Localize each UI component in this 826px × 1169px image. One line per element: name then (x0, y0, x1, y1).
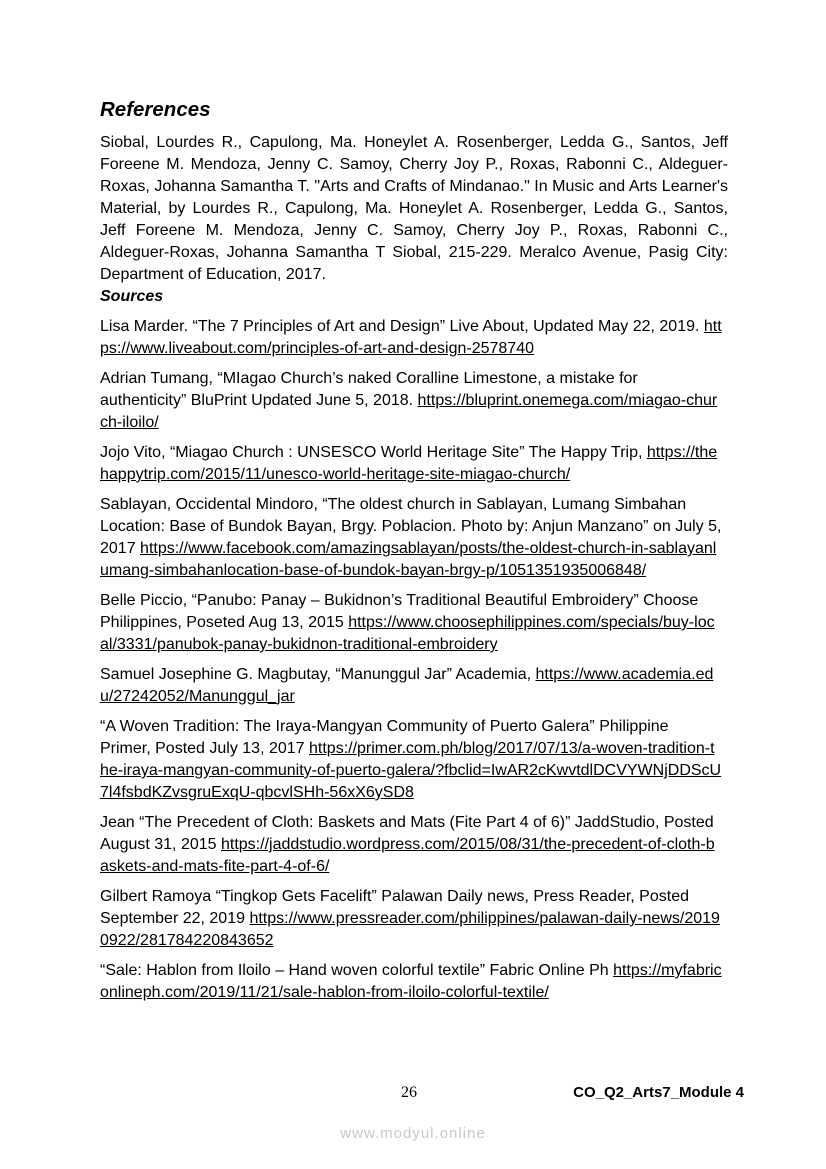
module-code: CO_Q2_Arts7_Module 4 (573, 1084, 744, 1101)
source-item: Gilbert Ramoya “Tingkop Gets Facelift” Palawan Daily news, Press Reader, Posted September 22, 2019 https://www.pressreader.com/philippines/palawan-daily-news/20190922/281784220843652 (100, 888, 720, 949)
source-link[interactable]: https://www.pressreader.com/philippines/palawan-daily-news/20190922/281784220843652 (100, 910, 720, 949)
source-link[interactable]: https://www.choosephilippines.com/specials/buy-local/3331/panubok-panay-bukidnon-traditional-embroidery (100, 614, 715, 653)
page-number: 26 (401, 1084, 417, 1101)
source-link[interactable]: https://thehappytrip.com/2015/11/unesco-world-heritage-site-miagao-church/ (100, 444, 718, 483)
source-link[interactable]: https://www.liveabout.com/principles-of-art-and-design-2578740 (100, 318, 722, 357)
source-link[interactable]: https://myfabriconlineph.com/2019/11/21/sale-hablon-from-iloilo-colorful-textile/ (100, 962, 722, 1001)
source-link[interactable]: https://www.academia.edu/27242052/Manunggul_jar (100, 666, 714, 705)
source-item: Lisa Marder. “The 7 Principles of Art and Design” Live About, Updated May 22, 2019. https://www.liveabout.com/principles-of-art-and-design-2578740 (100, 318, 722, 357)
source-link[interactable]: https://primer.com.ph/blog/2017/07/13/a-woven-tradition-the-iraya-mangyan-community-of-puerto-galera/?fbclid=IwAR2cKwvtdlDCVYWNjDDScU7l4fsbdKZvsgruExqU-qbcvlSHh-56xX6ySD8 (100, 740, 722, 801)
source-link[interactable]: https://bluprint.onemega.com/miagao-church-iloilo/ (100, 392, 718, 431)
source-item: Samuel Josephine G. Magbutay, “Manunggul Jar” Academia, https://www.academia.edu/27242052/Manunggul_jar (100, 666, 714, 705)
watermark: www.modyul.online (340, 1125, 486, 1142)
sources-heading: Sources (100, 288, 164, 305)
references-heading: References (100, 98, 211, 121)
source-item: Belle Piccio, “Panubo: Panay – Bukidnon’s Traditional Beautiful Embroidery” Choose Philippines, Poseted Aug 13, 2015 https://www.choosephilippines.com/specials/buy-local/3331/panubok-panay-bukidnon-traditional-embroidery (100, 592, 715, 653)
source-item: Jojo Vito, “Miagao Church : UNSESCO World Heritage Site” The Happy Trip, https://thehappytrip.com/2015/11/unesco-world-heritage-site-miagao-church/ (100, 444, 718, 483)
source-item: Sablayan, Occidental Mindoro, “The oldest church in Sablayan, Lumang Simbahan Location: Base of Bundok Bayan, Brgy. Poblacion. Photo by: Anjun Manzano” on July 5, 2017 https://www.facebook.com/amazingsablayan/posts/the-oldest-church-in-sablayanlumang-simbahanlocation-base-of-bundok-bayan-brgy-p/1051351935006848/ (100, 496, 722, 579)
source-item: “Sale: Hablon from Iloilo – Hand woven colorful textile” Fabric Online Ph https://myfabriconlineph.com/2019/11/21/sale-hablon-from-iloilo-colorful-textile/ (100, 962, 722, 1001)
reference-entry: Siobal, Lourdes R., Capulong, Ma. Honeylet A. Rosenberger, Ledda G., Santos, Jeff Foreene M. Mendoza, Jenny C. Samoy, Cherry Joy P., Roxas, Rabonni C., Aldeguer-Roxas, Johanna Samantha T. "Arts and Crafts of Mindanao." In Music and Arts Learner's Material, by Lourdes R., Capulong, Ma. Honeylet A. Rosenberger, Ledda G., Santos, Jeff Foreene M. Mendoza, Jenny C. Samoy, Cherry Joy P., Roxas, Rabonni C., Aldeguer-Roxas, Johanna Samantha T Siobal, 215-229. Meralco Avenue, Pasig City: Department of Education, 2017. (100, 134, 728, 283)
source-item: Adrian Tumang, “MIagao Church’s naked Coralline Limestone, a mistake for authenticity” BluPrint Updated June 5, 2018. https://bluprint.onemega.com/miagao-church-iloilo/ (100, 370, 718, 431)
source-item: “A Woven Tradition: The Iraya-Mangyan Community of Puerto Galera” Philippine Primer, Posted July 13, 2017 https://primer.com.ph/blog/2017/07/13/a-woven-tradition-the-iraya-mangyan-community-of-puerto-galera/?fbclid=IwAR2cKwvtdlDCVYWNjDDScU7l4fsbdKZvsgruExqU-qbcvlSHh-56xX6ySD8 (100, 718, 722, 801)
source-link[interactable]: https://www.facebook.com/amazingsablayan/posts/the-oldest-church-in-sablayanlumang-simbahanlocation-base-of-bundok-bayan-brgy-p/1051351935006848/ (100, 540, 717, 579)
source-item: Jean “The Precedent of Cloth: Baskets and Mats (Fite Part 4 of 6)” JaddStudio, Posted August 31, 2015 https://jaddstudio.wordpress.com/2015/08/31/the-precedent-of-cloth-baskets-and-mats-fite-part-4-of-6/ (100, 814, 715, 875)
source-link[interactable]: https://jaddstudio.wordpress.com/2015/08/31/the-precedent-of-cloth-baskets-and-mats-fite-part-4-of-6/ (100, 836, 715, 875)
page-content (100, 96, 728, 1004)
